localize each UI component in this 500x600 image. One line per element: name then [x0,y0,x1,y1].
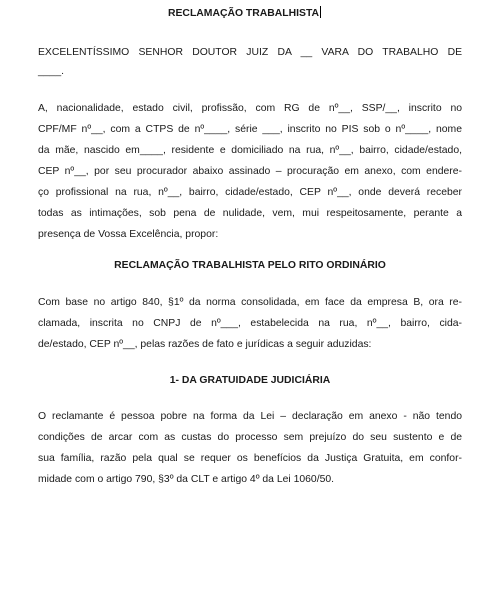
basis-line: de/estado, CEP nº__, pelas razões de fato e jurídicas a seguir aduzidas: [38,339,372,350]
basis-line: clamada, inscrita no CNPJ de nº___, estabelecida na rua, nº__, bairro, cida- [38,318,462,329]
gratuity-line: O reclamante é pessoa pobre na forma da Lei – declaração em anexo - não tendo [38,411,462,422]
gratuity-line: sua família, razão pela qual se requer os benefícios da Justiça Gratuita, em confor- [38,453,462,464]
subsection-heading: 1- DA GRATUIDADE JUDICIÁRIA [169,375,331,386]
address-line: ____. [38,66,65,77]
document-title: RECLAMAÇÃO TRABALHISTA [168,8,320,19]
intro-line: da mãe, nascido em____, residente e domiciliado na rua, nº__, bairro, cidade/estado, [38,145,462,156]
gratuity-line: condições de arcar com as custas do processo sem prejuízo do seu sustento e de [38,432,462,443]
basis-line: Com base no artigo 840, §1º da norma consolidada, em face da empresa B, ora re- [38,297,462,308]
intro-line: A, nacionalidade, estado civil, profissão, com RG de nº__, SSP/__, inscrito no [38,103,462,114]
text-cursor [320,6,321,18]
address-line: EXCELENTÍSSIMO SENHOR DOUTOR JUIZ DA __ VARA DO TRABALHO DE [38,47,462,58]
intro-line: presença de Vossa Excelência, propor: [38,229,219,240]
gratuity-line: midade com o artigo 790, §3º da CLT e artigo 4º da Lei 1060/50. [38,474,335,485]
intro-line: CPF/MF nº__, com a CTPS de nº____, série ___, inscrito no PIS sob o nº____, nome [38,124,462,135]
intro-line: ço profissional na rua, nº__, bairro, cidade/estado, CEP nº__, onde deverá receber [38,187,462,198]
section-heading: RECLAMAÇÃO TRABALHISTA PELO RITO ORDINÁRIO [114,260,386,271]
intro-line: CEP nº__, por seu procurador abaixo assinado – procuração em anexo, com endere- [38,166,462,177]
intro-line: todas as intimações, sob pena de nulidade, vem, mui respeitosamente, perante a [38,208,462,219]
